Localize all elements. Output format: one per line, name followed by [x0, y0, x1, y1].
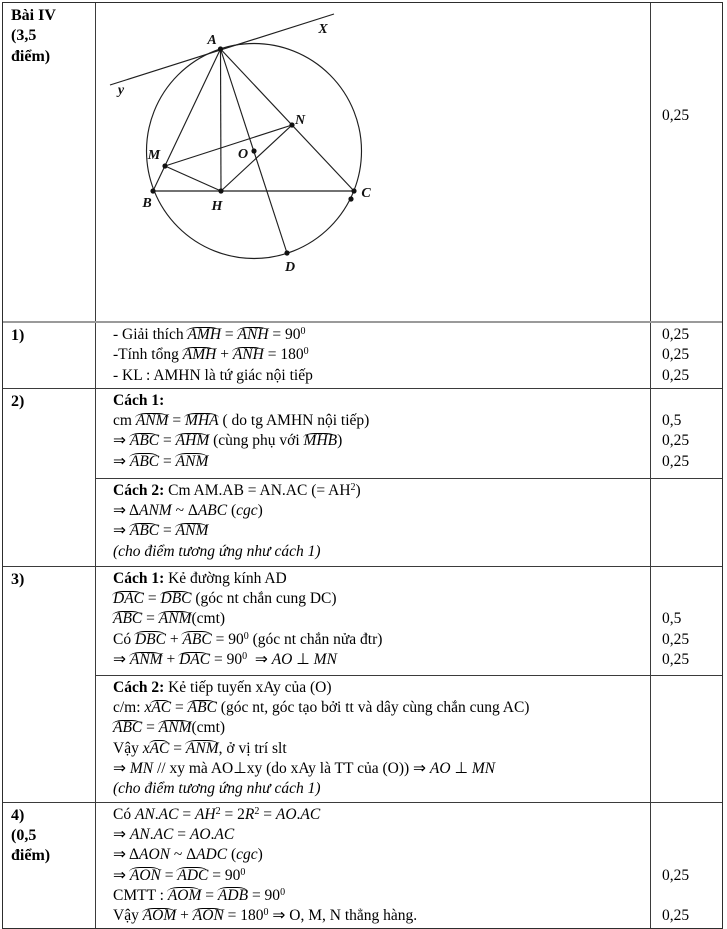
text-segment: AC: [214, 825, 235, 843]
text-segment: =: [144, 590, 161, 608]
point-O-dot: [251, 148, 256, 153]
angle-arc-name: ANM: [136, 411, 169, 431]
text-segment: = 90: [248, 886, 281, 904]
text-segment: = 180: [223, 907, 264, 925]
score-value: 0,5: [662, 610, 682, 628]
q3-method1-text: [96, 567, 650, 675]
text-segment: =: [171, 699, 188, 717]
text-segment: (: [227, 502, 237, 520]
q1-main: [95, 323, 722, 388]
text-segment: (góc nt chắn nửa đtr): [248, 630, 383, 648]
text-segment: ⇒: [113, 651, 130, 669]
solution-line: [113, 501, 644, 521]
text-segment: ⇒ Δ: [113, 502, 139, 520]
superscript: 2: [215, 805, 221, 817]
solution-line: [113, 452, 644, 472]
q3-method1-block: [96, 567, 722, 675]
superscript: 0: [300, 326, 306, 337]
text-segment: - KL : AMHN là tứ giác nội tiếp: [113, 366, 313, 384]
point-A-dot: [218, 46, 223, 51]
score-value: 0,25: [662, 907, 690, 925]
text-segment: Cách 2:: [113, 678, 165, 696]
text-segment: (cmt): [191, 719, 226, 737]
text-segment: MN: [313, 651, 337, 669]
text-segment: = 90: [208, 866, 241, 884]
angle-arc-name: AOM: [143, 906, 177, 926]
point-N-label: N: [294, 113, 306, 128]
text-segment: ⇒: [113, 760, 130, 778]
text-segment: cm: [113, 412, 136, 430]
score-value: [662, 886, 720, 906]
text-segment: ): [337, 432, 343, 450]
text-segment: ): [257, 846, 263, 864]
angle-arc-name: DBC: [135, 630, 166, 650]
solution-line: [113, 589, 644, 609]
score-value: [662, 521, 720, 541]
text-segment: =: [159, 432, 176, 450]
text-segment: .: [154, 805, 159, 823]
angle-arc-name: AMH: [183, 345, 217, 365]
text-segment: ): [257, 502, 263, 520]
superscript: 0: [240, 866, 246, 878]
text-segment: ~ Δ: [171, 502, 198, 520]
text-segment: AC: [300, 805, 321, 823]
question-label-1: [3, 323, 95, 388]
text-segment: Cách 1:: [113, 391, 165, 409]
text-segment: c/m:: [113, 699, 145, 717]
point-C-label: C: [361, 186, 371, 201]
text-segment: ⇒: [247, 651, 272, 669]
text-segment: ⇒: [113, 452, 130, 470]
text-segment: ABC: [197, 502, 228, 520]
q1-solution-block: [96, 323, 722, 388]
question-label-bai4: [3, 3, 95, 321]
angle-arc-name: ANM: [176, 521, 209, 541]
solution-line: [113, 411, 644, 431]
point-N-dot: [289, 122, 294, 127]
text-segment: =: [169, 739, 186, 757]
text-segment: = 2: [220, 805, 245, 823]
q3-method2-text: [96, 676, 650, 802]
score-value: [662, 391, 720, 411]
text-segment: =: [142, 719, 159, 737]
text-segment: .: [149, 825, 154, 843]
score-value: 0,25: [662, 346, 690, 364]
figure-row-main: [95, 3, 722, 321]
text-segment: ~ Δ: [169, 846, 197, 864]
text-segment: AON: [138, 846, 170, 864]
text-segment: ⇒ Δ: [113, 846, 139, 864]
text-segment: =: [201, 886, 218, 904]
solution-line: [113, 630, 644, 650]
score-value: [662, 718, 720, 738]
q2-method1-text: [96, 389, 650, 478]
angle-arc-name: ANM: [159, 718, 192, 738]
score-value: [662, 542, 720, 562]
angle-arc-name: AC: [150, 739, 170, 759]
text-segment: (góc nt, góc tạo bởi tt và dây cùng chắn cung AC): [216, 699, 530, 717]
table-row-q1: [3, 321, 722, 388]
question-label-3: [3, 567, 95, 802]
text-segment: ⇒ O, M, N thẳng hàng.: [268, 907, 418, 925]
solution-line: [113, 366, 644, 386]
angle-arc-name: DAC: [179, 650, 210, 670]
score-value: 0,5: [662, 412, 682, 430]
score-cell-q2-method1: [650, 389, 722, 478]
text-segment: ⇒: [113, 522, 130, 540]
text-segment: =: [159, 522, 176, 540]
score-cell-q3-method2: [650, 676, 722, 802]
solution-line: [113, 906, 644, 926]
superscript: 0: [263, 907, 269, 919]
solution-line: [113, 345, 644, 365]
text-segment: ( do tg AMHN nội tiếp): [218, 412, 370, 430]
q4-main: [95, 803, 722, 929]
text-segment: cgc: [236, 846, 258, 864]
angle-arc-name: DAC: [113, 589, 144, 609]
score-value: 0,25: [662, 651, 690, 669]
superscript: 0: [280, 886, 286, 898]
text-segment: AC: [153, 825, 174, 843]
text-segment: ⊥: [450, 760, 472, 778]
text-segment: Vậy: [113, 907, 143, 925]
point-B-label: B: [142, 196, 152, 211]
figure-block: [96, 3, 722, 321]
angle-arc-name: ADC: [177, 866, 208, 886]
text-segment: ⇒: [113, 866, 130, 884]
text-segment: .: [210, 825, 215, 843]
angle-arc-name: ABC: [113, 609, 142, 629]
solution-line: [113, 866, 644, 886]
point-H-label: H: [211, 199, 223, 214]
q1-solution-text: [96, 323, 650, 388]
score-value: 0,25: [662, 366, 690, 384]
angle-arc-name: DBC: [161, 589, 192, 609]
score-value: [662, 779, 720, 799]
angle-arc-name: ANM: [186, 739, 219, 759]
text-segment: (góc nt chắn cung DC): [191, 590, 337, 608]
circle-diagram: [96, 3, 650, 321]
solution-line: [113, 609, 644, 629]
label-line: điểm): [11, 847, 51, 865]
solution-line: [113, 521, 644, 541]
point-C-dot: [351, 188, 356, 193]
solution-line: [113, 542, 644, 562]
angle-arc-name: ANM: [176, 452, 209, 472]
point-M-label: M: [147, 148, 161, 163]
angle-arc-name: AON: [130, 866, 161, 886]
text-segment: (cho điểm tương ứng như cách 1): [113, 542, 321, 560]
text-segment: = 90: [210, 651, 243, 669]
text-segment: +: [216, 346, 233, 364]
text-segment: AH: [194, 805, 216, 823]
text-segment: AO: [429, 760, 451, 778]
text-segment: Vậy: [113, 739, 143, 757]
angle-arc-name: ABC: [113, 718, 142, 738]
score-value: [662, 66, 720, 86]
superscript: 2: [350, 481, 356, 493]
solution-line: [113, 845, 644, 865]
text-segment: +: [165, 630, 183, 648]
label-line: 1): [11, 327, 25, 344]
angle-arc-name: AHM: [176, 431, 210, 451]
text-segment: Cách 2:: [113, 481, 165, 499]
score-value: 0,25: [662, 432, 690, 450]
label-line: (0,5: [11, 826, 37, 844]
score-value: [662, 569, 720, 589]
angle-arc-name: ABC: [182, 630, 211, 650]
solution-line: [113, 481, 644, 501]
text-segment: CMTT :: [113, 886, 168, 904]
angle-arc-name: AMH: [187, 325, 221, 345]
angle-arc-name: MHA: [185, 411, 219, 431]
angle-arc-name: ABC: [130, 521, 159, 541]
label-line: điểm): [11, 47, 51, 65]
angle-arc-name: ANH: [233, 345, 264, 365]
text-segment: ⊥: [292, 651, 314, 669]
point-O-label: O: [237, 147, 249, 162]
score-cell-q1: [650, 323, 722, 388]
score-value: [662, 739, 720, 759]
text-segment: ADC: [196, 846, 228, 864]
ray-X-label: X: [318, 22, 328, 37]
score-cell-q4: [650, 803, 722, 929]
point-D-dot: [284, 250, 289, 255]
score-cell-figure: [650, 3, 722, 321]
table-row-q3: [3, 566, 722, 802]
angle-arc-name: ADB: [218, 886, 248, 906]
point-M-dot: [162, 163, 167, 168]
q2-method1-block: [96, 389, 722, 478]
question-label-4: [3, 803, 95, 929]
angle-arc-name: MHB: [304, 431, 338, 451]
score-value: [662, 501, 720, 521]
solution-line: [113, 698, 644, 718]
solution-line: [113, 759, 644, 779]
text-segment: +: [162, 651, 180, 669]
text-segment: x: [144, 699, 152, 717]
superscript: 0: [303, 346, 309, 358]
text-segment: ANM: [138, 502, 172, 520]
text-segment: AC: [158, 805, 179, 823]
score-cell-q3-method1: [650, 567, 722, 675]
text-segment: ): [355, 481, 361, 499]
solution-line: [113, 805, 644, 825]
superscript: 2: [254, 805, 260, 817]
text-segment: (cùng phụ với: [209, 432, 304, 450]
text-segment: Kẻ đường kính AD: [164, 569, 287, 587]
score-value: [662, 86, 720, 106]
angle-arc-name: AOM: [168, 886, 202, 906]
text-segment: =: [168, 412, 186, 430]
label-line: (3,5: [11, 27, 37, 45]
text-segment: =: [178, 805, 195, 823]
geometry-figure: [96, 3, 650, 321]
text-segment: (cho điểm tương ứng như cách 1): [113, 780, 321, 798]
text-segment: Kẻ tiếp tuyến xAy của (O): [164, 678, 332, 696]
score-value: [662, 5, 720, 25]
text-segment: =: [173, 825, 190, 843]
score-value: [662, 46, 720, 66]
solution-line: [113, 431, 644, 451]
solution-line: [113, 886, 644, 906]
solution-line: [113, 718, 644, 738]
question-label-2: [3, 389, 95, 566]
superscript: 0: [243, 630, 249, 642]
score-value: [662, 589, 720, 609]
angle-arc-name: AC: [151, 698, 171, 718]
text-segment: +: [176, 907, 193, 925]
text-segment: x: [142, 739, 150, 757]
answer-table: [2, 2, 723, 929]
score-value: [662, 25, 720, 45]
score-value: [662, 845, 720, 865]
text-segment: Cách 1:: [113, 569, 165, 587]
angle-arc-name: ANM: [130, 650, 163, 670]
text-segment: =: [142, 610, 159, 628]
text-segment: MN: [129, 760, 154, 778]
angle-arc-name: ANH: [238, 325, 269, 345]
superscript: 0: [242, 651, 248, 663]
ray-y-label: y: [117, 83, 125, 98]
text-segment: .: [296, 805, 301, 823]
text-segment: = 90: [211, 630, 244, 648]
text-segment: Cm AM.AB = AN.AC (= AH: [164, 481, 351, 499]
text-segment: AO: [275, 805, 297, 823]
point-D-label: D: [284, 260, 296, 275]
solution-line: [113, 825, 644, 845]
solution-line: [113, 650, 644, 670]
score-value: [662, 825, 720, 845]
score-value: [662, 698, 720, 718]
text-segment: cgc: [236, 502, 258, 520]
label-line: 2): [11, 392, 25, 410]
segment-AC: [221, 49, 355, 191]
score-value: 0,25: [662, 866, 690, 884]
text-segment: =: [159, 452, 176, 470]
q4-solution-block: [96, 803, 722, 929]
score-value: [662, 481, 720, 501]
point-A-label: A: [207, 33, 217, 48]
score-value: [662, 805, 720, 825]
label-line: Bài IV: [11, 7, 56, 24]
text-segment: =: [160, 866, 178, 884]
text-segment: ⇒: [113, 432, 130, 450]
point-B-dot: [150, 188, 155, 193]
text-segment: -Tính tổng: [113, 346, 183, 364]
segment-MH: [165, 166, 221, 191]
segment-AH-altitude: [221, 49, 222, 191]
angle-arc-name: AON: [193, 906, 224, 926]
text-segment: =: [259, 805, 276, 823]
angle-arc-name: ANM: [159, 609, 192, 629]
solution-line: [113, 569, 644, 589]
score-value: [662, 759, 720, 779]
q2-method2-block: [96, 478, 722, 566]
segment-MN: [165, 125, 292, 166]
q3-method2-block: [96, 675, 722, 802]
point-C-circle-dot: [348, 196, 353, 201]
score-value: 0,25: [662, 326, 690, 343]
score-value: 0,25: [662, 630, 690, 648]
angle-arc-name: ABC: [188, 698, 217, 718]
score-value: [662, 678, 720, 698]
text-segment: MN: [471, 760, 496, 778]
text-segment: = 180: [263, 346, 304, 364]
q3-main: [95, 567, 722, 802]
point-H-dot: [218, 188, 223, 193]
text-segment: Có: [113, 630, 135, 648]
score-value: 0,25: [662, 107, 690, 125]
label-line: 4): [11, 806, 25, 824]
q4-solution-text: [96, 803, 650, 929]
text-segment: , ở vị trí slt: [218, 739, 287, 757]
angle-arc-name: ABC: [130, 431, 159, 451]
table-row-figure: [3, 3, 722, 321]
score-value: 0,25: [662, 452, 690, 470]
segment-HN: [221, 125, 292, 191]
table-row-q2: [3, 388, 722, 566]
solution-line: [113, 739, 644, 759]
text-segment: =: [221, 326, 238, 343]
solution-line: [113, 779, 644, 799]
table-row-q4: [3, 802, 722, 929]
text-segment: AN: [134, 805, 155, 823]
label-line: 3): [11, 570, 25, 588]
text-segment: ⇒: [113, 825, 130, 843]
text-segment: = 90: [268, 326, 301, 343]
text-segment: Có: [113, 805, 135, 823]
text-segment: (: [227, 846, 237, 864]
solution-line: [113, 391, 644, 411]
q2-main: [95, 389, 722, 566]
solution-line: [113, 325, 644, 345]
text-segment: AO: [189, 825, 211, 843]
text-segment: R: [244, 805, 255, 823]
text-segment: AO: [271, 651, 293, 669]
score-cell-q2-method2: [650, 479, 722, 566]
text-segment: AN: [129, 825, 150, 843]
text-segment: (cmt): [191, 610, 226, 628]
text-segment: - Giải thích: [113, 326, 188, 343]
solution-line: [113, 678, 644, 698]
q2-method2-text: [96, 479, 650, 566]
text-segment: // xy mà AO⊥xy (do xAy là TT của (O)) ⇒: [153, 760, 430, 778]
angle-arc-name: ABC: [130, 452, 159, 472]
segment-AB: [153, 49, 221, 191]
